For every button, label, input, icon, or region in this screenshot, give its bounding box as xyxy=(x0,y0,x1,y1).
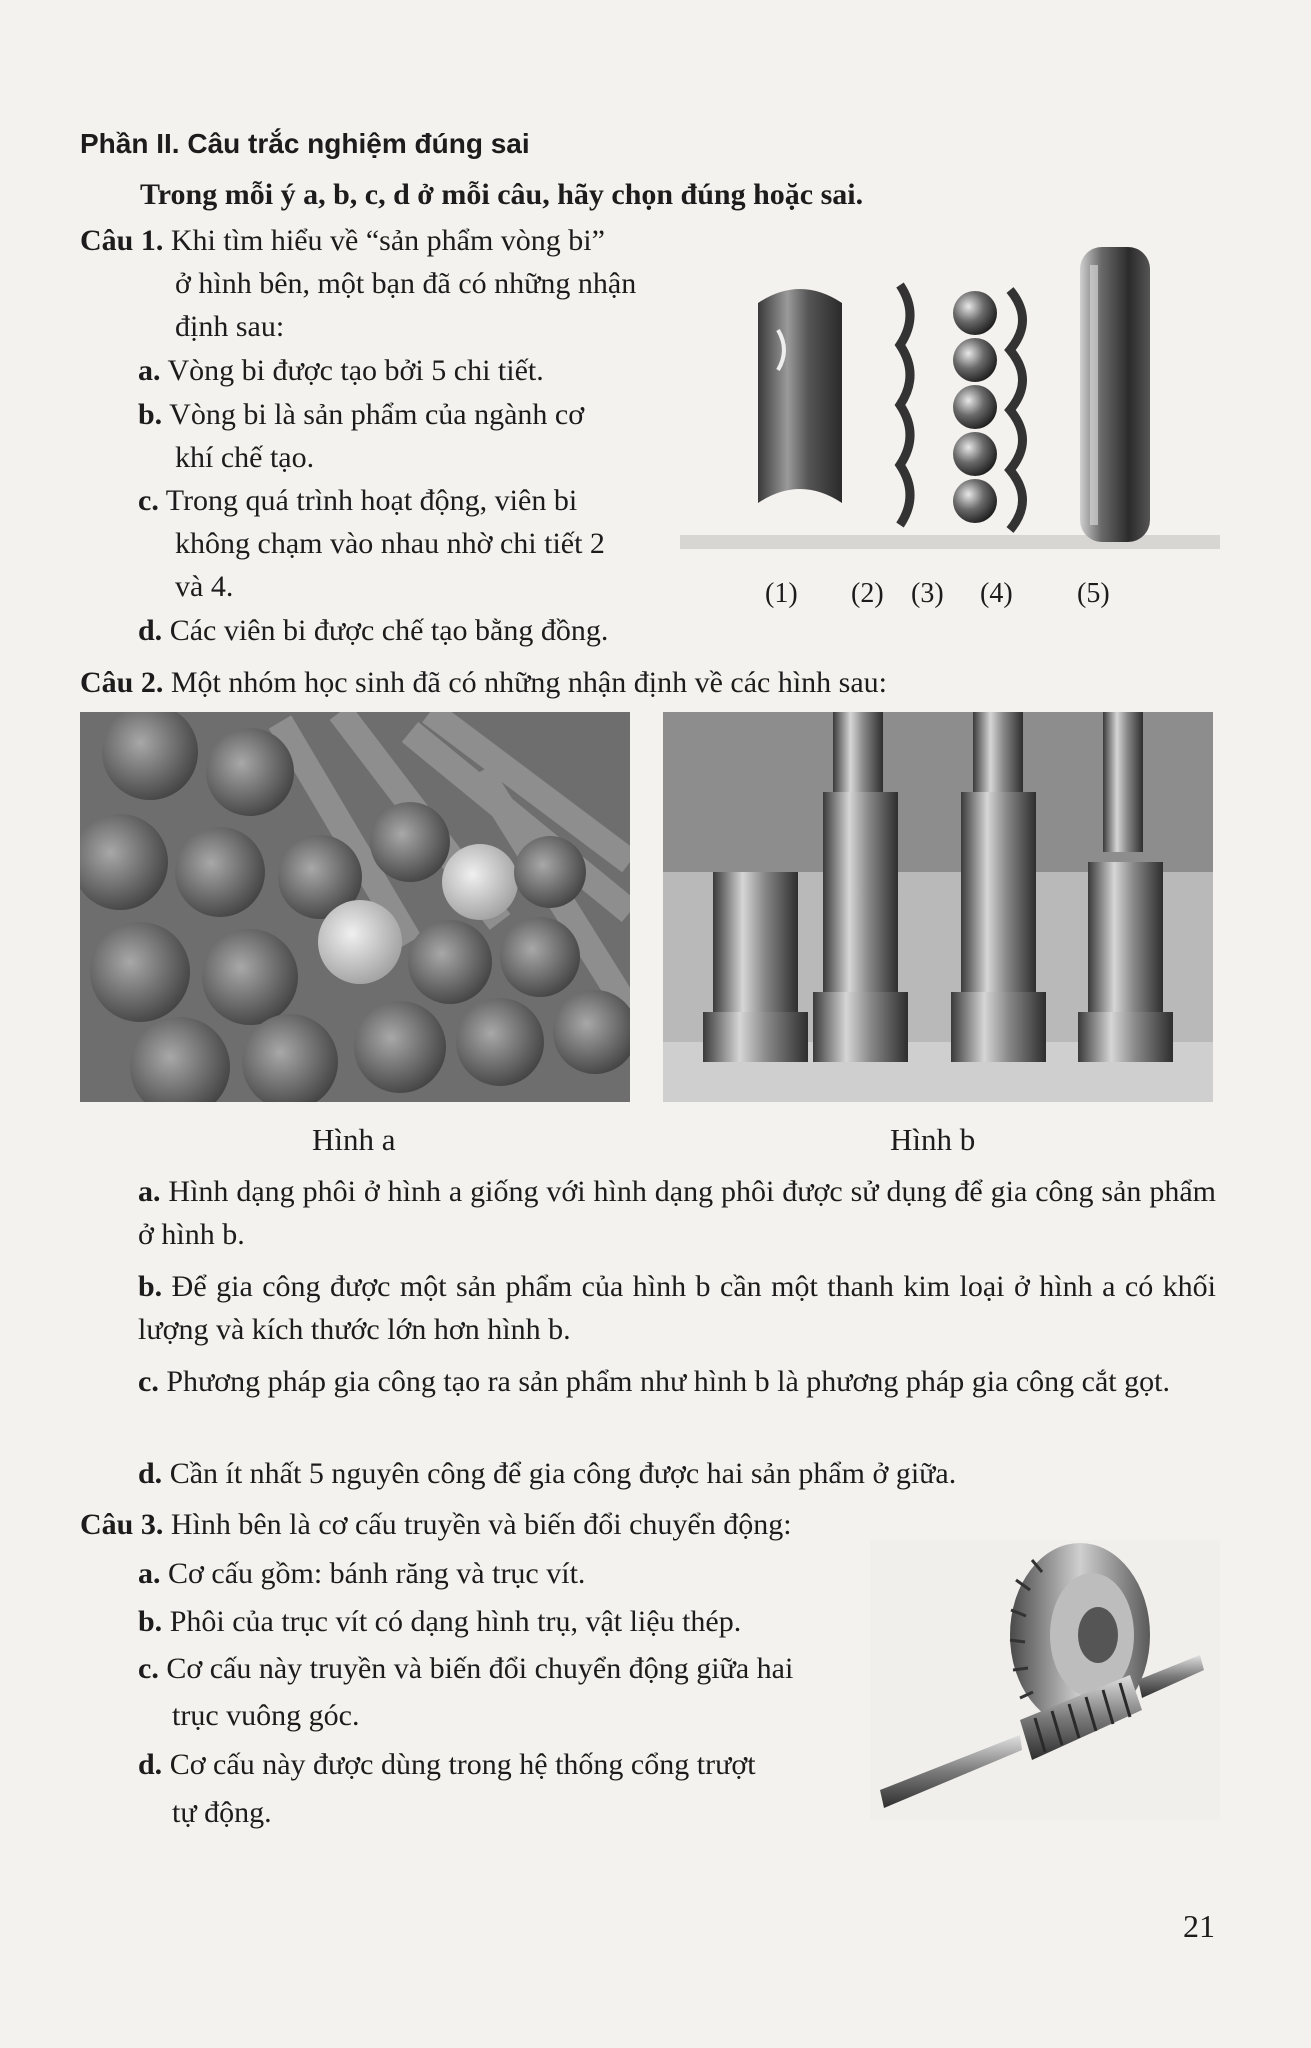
q1-option-b: b. Vòng bi là sản phẩm của ngành cơ xyxy=(138,398,585,431)
ball-bearing-figure xyxy=(680,235,1220,575)
photo-hinh-a-metal-bars xyxy=(80,712,630,1102)
photo-hinh-b-machined-shafts xyxy=(663,712,1213,1102)
figure-label-2: (2) xyxy=(851,578,884,609)
worm-gear-figure xyxy=(870,1540,1220,1820)
figure-label-3: (3) xyxy=(911,578,944,609)
q3-label: Câu 3. xyxy=(80,1508,164,1541)
part-2-cage xyxy=(900,285,910,525)
q3-option-d-line-2: tự động. xyxy=(172,1796,272,1829)
metal-bars-drawing xyxy=(80,712,630,1102)
section-instruction: Trong mỗi ý a, b, c, d ở mỗi câu, hãy chọn đúng hoặc sai. xyxy=(140,178,864,211)
q2-option-b: b. Để gia công được một sản phẩm của hình b cần một thanh kim loại ở hình a có khối lượng và kích thước lớn hơn hình b. xyxy=(138,1270,1216,1346)
part-1-inner-ring xyxy=(758,289,842,503)
q1-option-d: d. Các viên bi được chế tạo bằng đồng. xyxy=(138,614,609,647)
q1-stem-line-1: Câu 1. Khi tìm hiểu về “sản phẩm vòng bi” xyxy=(80,224,605,257)
q3-option-a: a. Cơ cấu gồm: bánh răng và trục vít. xyxy=(138,1557,586,1590)
q2-option-a: a. Hình dạng phôi ở hình a giống với hình dạng phôi được sử dụng để gia công sản phẩm ở hình b. xyxy=(138,1175,1216,1251)
q2-stem: Câu 2. Một nhóm học sinh đã có những nhận định về các hình sau: xyxy=(80,666,887,699)
section-title: Phần II. Câu trắc nghiệm đúng sai xyxy=(80,128,530,159)
q1-label: Câu 1. xyxy=(80,224,164,257)
q1-stem-line-2: ở hình bên, một bạn đã có những nhận xyxy=(175,267,637,300)
q2-option-d: d. Cần ít nhất 5 nguyên công để gia công được hai sản phẩm ở giữa. xyxy=(138,1457,957,1490)
q1-option-b-line-2: khí chế tạo. xyxy=(175,441,315,474)
figure-label-4: (4) xyxy=(980,578,1013,609)
q3-option-b: b. Phôi của trục vít có dạng hình trụ, vật liệu thép. xyxy=(138,1605,742,1638)
figure-label-5: (5) xyxy=(1077,578,1110,609)
page-number: 21 xyxy=(1183,1908,1215,1944)
q3-option-d: d. Cơ cấu này được dùng trong hệ thống cổng trượt xyxy=(138,1748,756,1781)
part-4-cage xyxy=(1010,290,1023,530)
part-3-balls xyxy=(953,291,997,523)
part-5-outer-ring xyxy=(1080,247,1150,542)
q2-option-c: c. Phương pháp gia công tạo ra sản phẩm như hình b là phương pháp gia công cắt gọt. xyxy=(138,1365,1170,1398)
caption-hinh-a: Hình a xyxy=(312,1122,396,1157)
q3-stem: Câu 3. Hình bên là cơ cấu truyền và biến đổi chuyển động: xyxy=(80,1508,792,1541)
q1-option-c-line-3: và 4. xyxy=(175,570,234,603)
machined-shafts-drawing xyxy=(663,712,1213,1102)
figure-label-1: (1) xyxy=(765,578,798,609)
q2-label: Câu 2. xyxy=(80,666,164,699)
q1-option-c-line-2: không chạm vào nhau nhờ chi tiết 2 xyxy=(175,527,605,560)
q3-option-c: c. Cơ cấu này truyền và biến đổi chuyển động giữa hai xyxy=(138,1652,794,1685)
q1-option-a: a. Vòng bi được tạo bởi 5 chi tiết. xyxy=(138,354,544,387)
caption-hinh-b: Hình b xyxy=(890,1122,976,1157)
q3-option-c-line-2: trục vuông góc. xyxy=(172,1699,360,1732)
q1-stem-line-3: định sau: xyxy=(175,310,285,343)
q1-option-c: c. Trong quá trình hoạt động, viên bi xyxy=(138,484,578,517)
